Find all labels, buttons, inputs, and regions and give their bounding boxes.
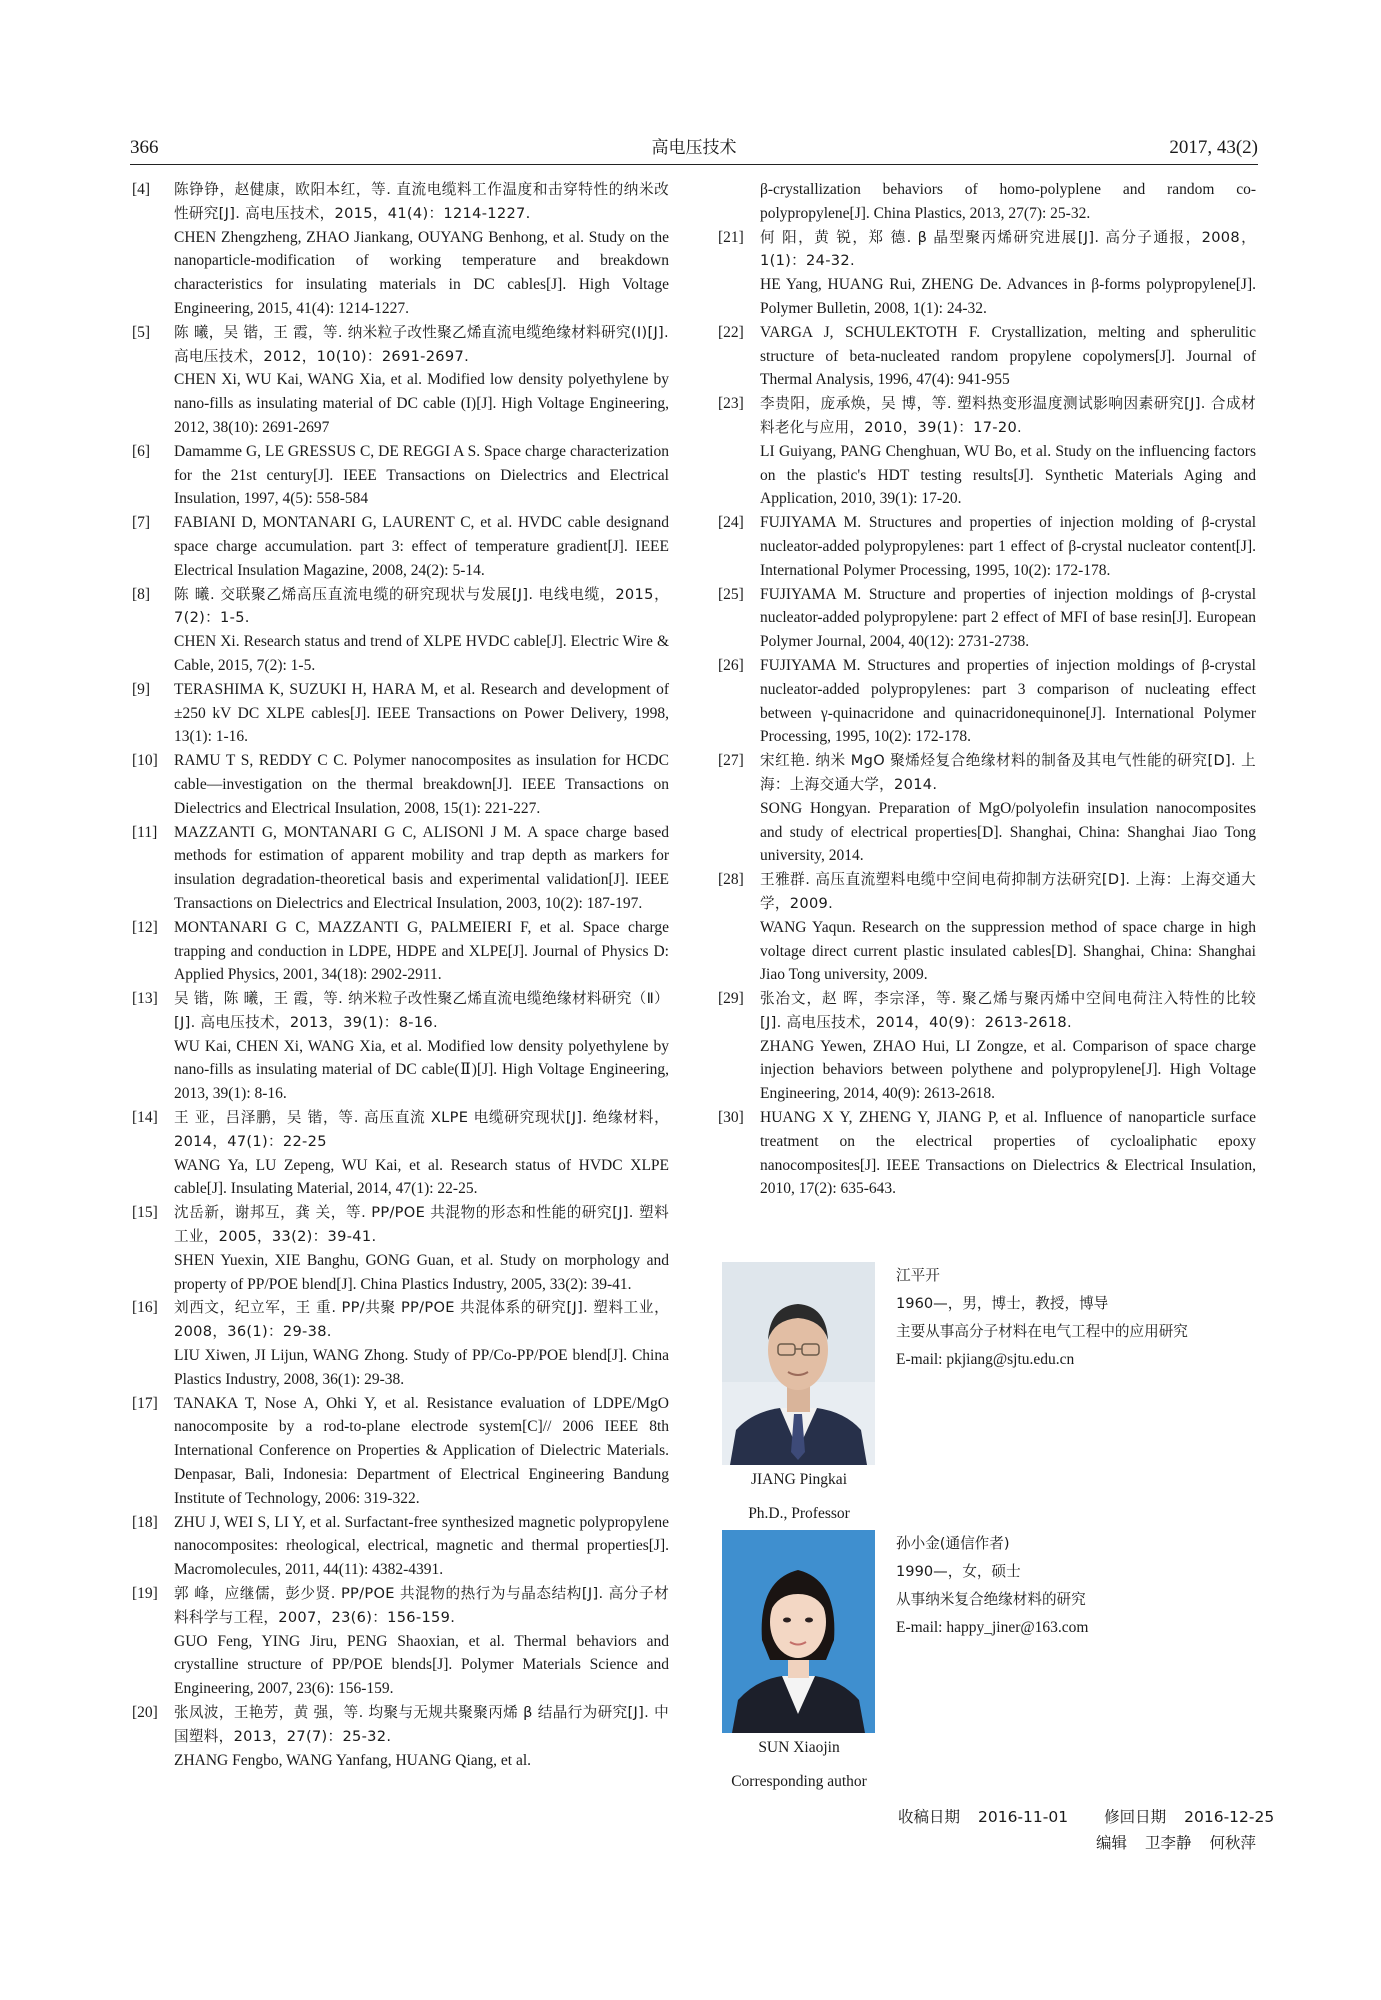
author-title: Ph.D., Professor (748, 1505, 850, 1522)
reference-number: [13] (132, 990, 158, 1008)
reference-number: [27] (718, 752, 744, 770)
reference-entry (132, 987, 669, 1106)
reference-text-en: HE Yang, HUANG Rui, ZHENG De. Advances in β-forms polypropylene[J]. Polymer Bulletin, 2008, 1(1): 24-32. (760, 276, 1256, 317)
references-right-column (718, 178, 1256, 1201)
reference-number: [29] (718, 990, 744, 1008)
reference-number: [12] (132, 918, 158, 936)
author-details: 1990—，女，硕士 (896, 1563, 1021, 1580)
revised-label: 修回日期 (1104, 1808, 1167, 1826)
reference-number: [8] (132, 585, 151, 603)
reference-entry (718, 868, 1256, 987)
reference-entry (718, 321, 1256, 392)
author-name-zh: 江平开 (896, 1267, 940, 1284)
reference-number: [5] (132, 323, 151, 341)
reference-number: [4] (132, 181, 151, 198)
reference-entry (132, 1106, 669, 1201)
reference-text-zh: 沈岳新，谢邦互，龚 关，等. PP/POE 共混物的形态和性能的研究[J]. 塑料工业，2005，33(2)：39-41. (174, 1204, 669, 1246)
author-title: Corresponding author (731, 1773, 867, 1790)
reference-entry (718, 511, 1256, 582)
reference-number: [18] (132, 1513, 158, 1531)
reference-number: [7] (132, 514, 151, 532)
reference-text-zh: 陈 曦，吴 锴，王 霞，等. 纳米粒子改性聚乙烯直流电缆绝缘材料研究(I)[J]. 高电压技术，2012，10(10)：2691-2697. (174, 323, 669, 365)
reference-text-en: SHEN Yuexin, XIE Banghu, GONG Guan, et al. Study on morphology and property of PP/POE blend[J]. China Plastics Industry, 2005, 33(2): 39-41. (174, 1251, 669, 1293)
reference-number: [28] (718, 871, 744, 889)
revised-date: 2016-12-25 (1184, 1808, 1275, 1826)
reference-text-en: LIU Xiwen, JI Lijun, WANG Zhong. Study of PP/Co-PP/POE blend[J]. China Plastics Industry, 2008, 36(1): 29-38. (174, 1347, 669, 1388)
reference-number: [9] (132, 680, 151, 698)
reference-text-zh: 何 阳，黄 锐，郑 德. β 晶型聚丙烯研究进展[J]. 高分子通报，2008，1(1)：24-32. (760, 228, 1256, 270)
reference-entry (718, 749, 1256, 868)
reference-number: [10] (132, 752, 158, 770)
reference-text-en: MONTANARI G C, MAZZANTI G, PALMEIERI F, et al. Space charge trapping and conduction in LDPE, HDPE and XLPE[J]. Journal of Physics D: Applied Physics, 2001, 34(18): 2902-2911. (174, 918, 669, 984)
reference-number: [26] (718, 656, 744, 674)
reference-text-en: TERASHIMA K, SUZUKI H, HARA M, et al. Research and development of ±250 kV DC XLPE cables[J]. IEEE Transactions on Power Delivery, 1998, 13(1): 1-16. (174, 680, 669, 746)
reference-number: [19] (132, 1585, 158, 1603)
reference-text-en: WANG Yaqun. Research on the suppression method of space charge in high voltage direct current plastic insulated cables[D]. Shanghai, China: Shanghai Jiao Tong university, 2009. (760, 918, 1256, 984)
reference-text-zh: 刘西文，纪立军，王 重. PP/共聚 PP/POE 共混体系的研究[J]. 塑料工业，2008，36(1)：29-38. (174, 1299, 669, 1341)
manuscript-dates (898, 1804, 1275, 1856)
reference-number: [21] (718, 228, 744, 246)
reference-number: [11] (132, 823, 158, 841)
reference-entry (132, 1582, 669, 1701)
reference-number: [25] (718, 585, 744, 603)
reference-text-zh: 吴 锴，陈 曦，王 霞，等. 纳米粒子改性聚乙烯直流电缆绝缘材料研究（Ⅱ）[J]. 高电压技术，2013，39(1)：8-16. (174, 990, 669, 1031)
reference-text-zh: 宋红艳. 纳米 MgO 聚烯烃复合绝缘材料的制备及其电气性能的研究[D]. 上海：上海交通大学，2014. (760, 752, 1256, 793)
editor-name: 卫李静 (1144, 1834, 1192, 1852)
reference-text-zh: 张凤波，王艳芳，黄 强，等. 均聚与无规共聚聚丙烯 β 结晶行为研究[J]. 中国塑料，2013，27(7)：25-32. (174, 1704, 669, 1745)
reference-text-en: FABIANI D, MONTANARI G, LAURENT C, et al. HVDC cable designand space charge accumulation. part 3: effect of temperature gradient[J]. IEEE Electrical Insulation Magazine, 2008, 24(2): 5-14. (174, 514, 669, 579)
reference-entry (132, 821, 669, 916)
reference-text-zh: 王 亚，吕泽鹏，吴 锴，等. 高压直流 XLPE 电缆研究现状[J]. 绝缘材料，2014，47(1)：22-25 (174, 1109, 669, 1150)
author-name-en: JIANG Pingkai (750, 1471, 847, 1488)
reference-text-en: FUJIYAMA M. Structure and properties of injection moldings of β-crystal nucleator-added polypropylene: part 2 effect of MFI of base resin[J]. European Polymer Journal, 2004, 40(12): 2731-2738. (760, 585, 1256, 651)
reference-text-zh: 郭 峰，应继儒，彭少贤. PP/POE 共混物的热行为与晶态结构[J]. 高分子材料科学与工程，2007，23(6)：156-159. (174, 1585, 669, 1626)
author-portrait-sun (722, 1530, 875, 1733)
reference-entry (132, 1511, 669, 1582)
reference-entry (718, 1106, 1256, 1201)
author-portrait-jiang (722, 1262, 875, 1465)
reference-text-en: MAZZANTI G, MONTANARI G C, ALISONl J M. A space charge based methods for estimation of apparent mobility and trap depth as markers for insulation degradation-theoretical basis and experimental validation[J]. IEEE Transactions on Dielectrics and Electrical Insulation, 2003, 10(2): 187-197. (174, 823, 669, 912)
reference-text-en: WU Kai, CHEN Xi, WANG Xia, et al. Modified low density polyethylene by nano-fills as insulating material of DC cable(Ⅱ)[J]. High Voltage Engineering, 2013, 39(1): 8-16. (174, 1037, 669, 1103)
reference-entry (718, 392, 1256, 511)
reference-number: [23] (718, 395, 744, 413)
reference-number: [24] (718, 514, 744, 532)
reference-text-zh: 王雅群. 高压直流塑料电缆中空间电荷抑制方法研究[D]. 上海：上海交通大学，2009. (760, 871, 1256, 912)
reference-text-zh: 陈铮铮，赵健康，欧阳本红，等. 直流电缆料工作温度和击穿特性的纳米改性研究[J]. 高电压技术，2015，41(4)：1214-1227. (174, 181, 669, 222)
reference-text-en: FUJIYAMA M. Structures and properties of injection moldings of β-crystal nucleator-added polypropylenes: part 3 comparison of nucleating effect between γ-quinacridone and quinacridonequinone[J]. International Polymer Processing, 1995, 10(2): 172-178. (760, 656, 1256, 746)
author-email: E-mail: pkjiang@sjtu.edu.cn (896, 1351, 1075, 1368)
reference-entry (718, 987, 1256, 1106)
author-info (896, 1262, 1266, 1374)
reference-text-en: LI Guiyang, PANG Chenghuan, WU Bo, et al. Study on the influencing factors on the plastic's HDT testing results[J]. Synthetic Materials Aging and Application, 2010, 39(1): 17-20. (760, 442, 1256, 508)
reference-entry (718, 226, 1256, 321)
author-details: 1960—，男，博士，教授，博导 (896, 1295, 1109, 1312)
reference-entry (718, 654, 1256, 749)
reference-entry (132, 1701, 669, 1772)
reference-text-en: GUO Feng, YING Jiru, PENG Shaoxian, et al. Thermal behaviors and crystalline structure of PP/POE blends[J]. Polymer Materials Science and Engineering, 2007, 23(6): 156-159. (174, 1632, 669, 1698)
received-date: 2016-11-01 (978, 1808, 1069, 1826)
reference-number: [30] (718, 1109, 744, 1127)
reference-number: [14] (132, 1109, 158, 1127)
author-info (896, 1530, 1266, 1642)
reference-text-en: CHEN Xi, WU Kai, WANG Xia, et al. Modified low density polyethylene by nano-fills as insulating material of DC cable (I)[J]. High Voltage Engineering, 2012, 38(10): 2691-2697 (174, 371, 669, 436)
reference-entry (718, 583, 1256, 654)
editor-label: 编辑 (1095, 1834, 1127, 1852)
reference-text-en: HUANG X Y, ZHENG Y, JIANG P, et al. Influence of nanoparticle surface treatment on the electrical properties of cycloaliphatic epoxy nanocomposites[J]. IEEE Transactions on Dielectrics & Electrical Insulation, 2010, 17(2): 635-643. (760, 1109, 1256, 1198)
reference-text-en: CHEN Zhengzheng, ZHAO Jiankang, OUYANG Benhong, et al. Study on the nanoparticle-modification of working temperature and breakdown characteristics for insulating materials in DC cables[J]. High Voltage Engineering, 2015, 41(4): 1214-1227. (174, 228, 669, 317)
reference-text-en: ZHU J, WEI S, LI Y, et al. Surfactant-free synthesized magnetic polypropylene nanocomposites: rheological, electrical, magnetic and thermal properties[J]. Macromolecules, 2011, 44(11): 4382-4391. (174, 1513, 669, 1579)
reference-text-en: ZHANG Yewen, ZHAO Hui, LI Zongze, et al. Comparison of space charge injection behaviors between polythene and polypropylene[J]. High Voltage Engineering, 2014, 40(9): 2613-2618. (760, 1037, 1256, 1103)
reference-text-zh: 李贵阳，庞承焕，吴 博，等. 塑料热变形温度测试影响因素研究[J]. 合成材料老化与应用，2010，39(1)：17-20. (760, 395, 1256, 436)
reference-number: [20] (132, 1704, 158, 1721)
reference-number: [16] (132, 1299, 158, 1317)
author-photo (722, 1262, 875, 1465)
reference-text-en: VARGA J, SCHULEKTOTH F. Crystallization, melting and spherulitic structure of beta-nucleated random propylene copolymers[J]. Journal of Thermal Analysis, 1996, 47(4): 941-955 (760, 323, 1256, 389)
reference-entry (132, 178, 669, 321)
reference-number: [6] (132, 442, 151, 460)
reference-entry (132, 321, 669, 440)
page-number: 366 (130, 137, 159, 158)
reference-entry (132, 916, 669, 987)
reference-text-zh: 陈 曦. 交联聚乙烯高压直流电缆的研究现状与发展[J]. 电线电缆，2015，7(2)：1-5. (174, 585, 669, 627)
reference-text-en: WANG Ya, LU Zepeng, WU Kai, et al. Research status of HVDC XLPE cable[J]. Insulating Material, 2014, 47(1): 22-25. (174, 1156, 669, 1198)
reference-text-en: RAMU T S, REDDY C C. Polymer nanocomposites as insulation for HCDC cable—investigation on the thermal breakdown[J]. IEEE Transactions on Dielectrics and Electrical Insulation, 2008, 15(1): 221-227. (174, 752, 669, 817)
author-name-zh: 孙小金(通信作者) (896, 1535, 1010, 1552)
reference-entry (132, 440, 669, 511)
reference-number: [17] (132, 1394, 158, 1412)
received-label: 收稿日期 (898, 1808, 961, 1826)
reference-entry (132, 678, 669, 749)
reference-text-en: β-crystallization behaviors of homo-polyplene and random co-polypropylene[J]. China Plastics, 2013, 27(7): 25-32. (760, 181, 1256, 222)
author-name-en: SUN Xiaojin (758, 1739, 840, 1756)
journal-title: 高电压技术 (651, 138, 737, 158)
reference-text-en: CHEN Xi. Research status and trend of XLPE HVDC cable[J]. Electric Wire & Cable, 2015, 7(2): 1-5. (174, 633, 669, 674)
author-photo (722, 1530, 875, 1733)
running-header (130, 134, 1258, 165)
reference-text-en: Damamme G, LE GRESSUS C, DE REGGI A S. Space charge characterization for the 21st century[J]. IEEE Transactions on Dielectrics and Electrical Insulation, 1997, 4(5): 558-584 (174, 442, 669, 508)
reference-entry (132, 1392, 669, 1511)
reference-text-zh: 张冶文，赵 晖，李宗泽，等. 聚乙烯与聚丙烯中空间电荷注入特性的比较[J]. 高电压技术，2014，40(9)：2613-2618. (760, 990, 1256, 1031)
reference-text-en: TANAKA T, Nose A, Ohki Y, et al. Resistance evaluation of LDPE/MgO nanocomposite by a rod-to-plane electrode system[C]// 2006 IEEE 8th International Conference on Properties & Application of Dielectric Materials. Denpasar, Bali, Indonesia: Department of Electrical Engineering Bandung Institute of Technology, 2006: 319-322. (174, 1394, 669, 1507)
reference-text-en: FUJIYAMA M. Structures and properties of injection molding of β-crystal nucleator-added polypropylenes: part 1 effect of β-crystal nucleator content[J]. International Polymer Processing, 1995, 10(2): 172-178. (760, 514, 1256, 579)
reference-number: [22] (718, 323, 744, 341)
volume-issue: 2017, 43(2) (1169, 137, 1258, 158)
reference-number: [15] (132, 1204, 158, 1222)
reference-entry (132, 1296, 669, 1391)
reference-entry (132, 511, 669, 582)
reference-text-en: SONG Hongyan. Preparation of MgO/polyolefin insulation nanocomposites and study of electrical properties[D]. Shanghai, China: Shanghai Jiao Tong university, 2014. (760, 799, 1256, 865)
references-left-column (132, 178, 669, 1772)
author-research: 从事纳米复合绝缘材料的研究 (896, 1591, 1086, 1608)
reference-text-en: ZHANG Fengbo, WANG Yanfang, HUANG Qiang, et al. (174, 1751, 532, 1769)
author-email: E-mail: happy_jiner@163.com (896, 1619, 1089, 1636)
reference-entry (132, 1201, 669, 1296)
reference-entry (132, 583, 669, 678)
editor-name: 何秋萍 (1209, 1834, 1256, 1852)
author-research: 主要从事高分子材料在电气工程中的应用研究 (896, 1323, 1188, 1340)
reference-entry (718, 178, 1256, 226)
reference-entry (132, 749, 669, 820)
